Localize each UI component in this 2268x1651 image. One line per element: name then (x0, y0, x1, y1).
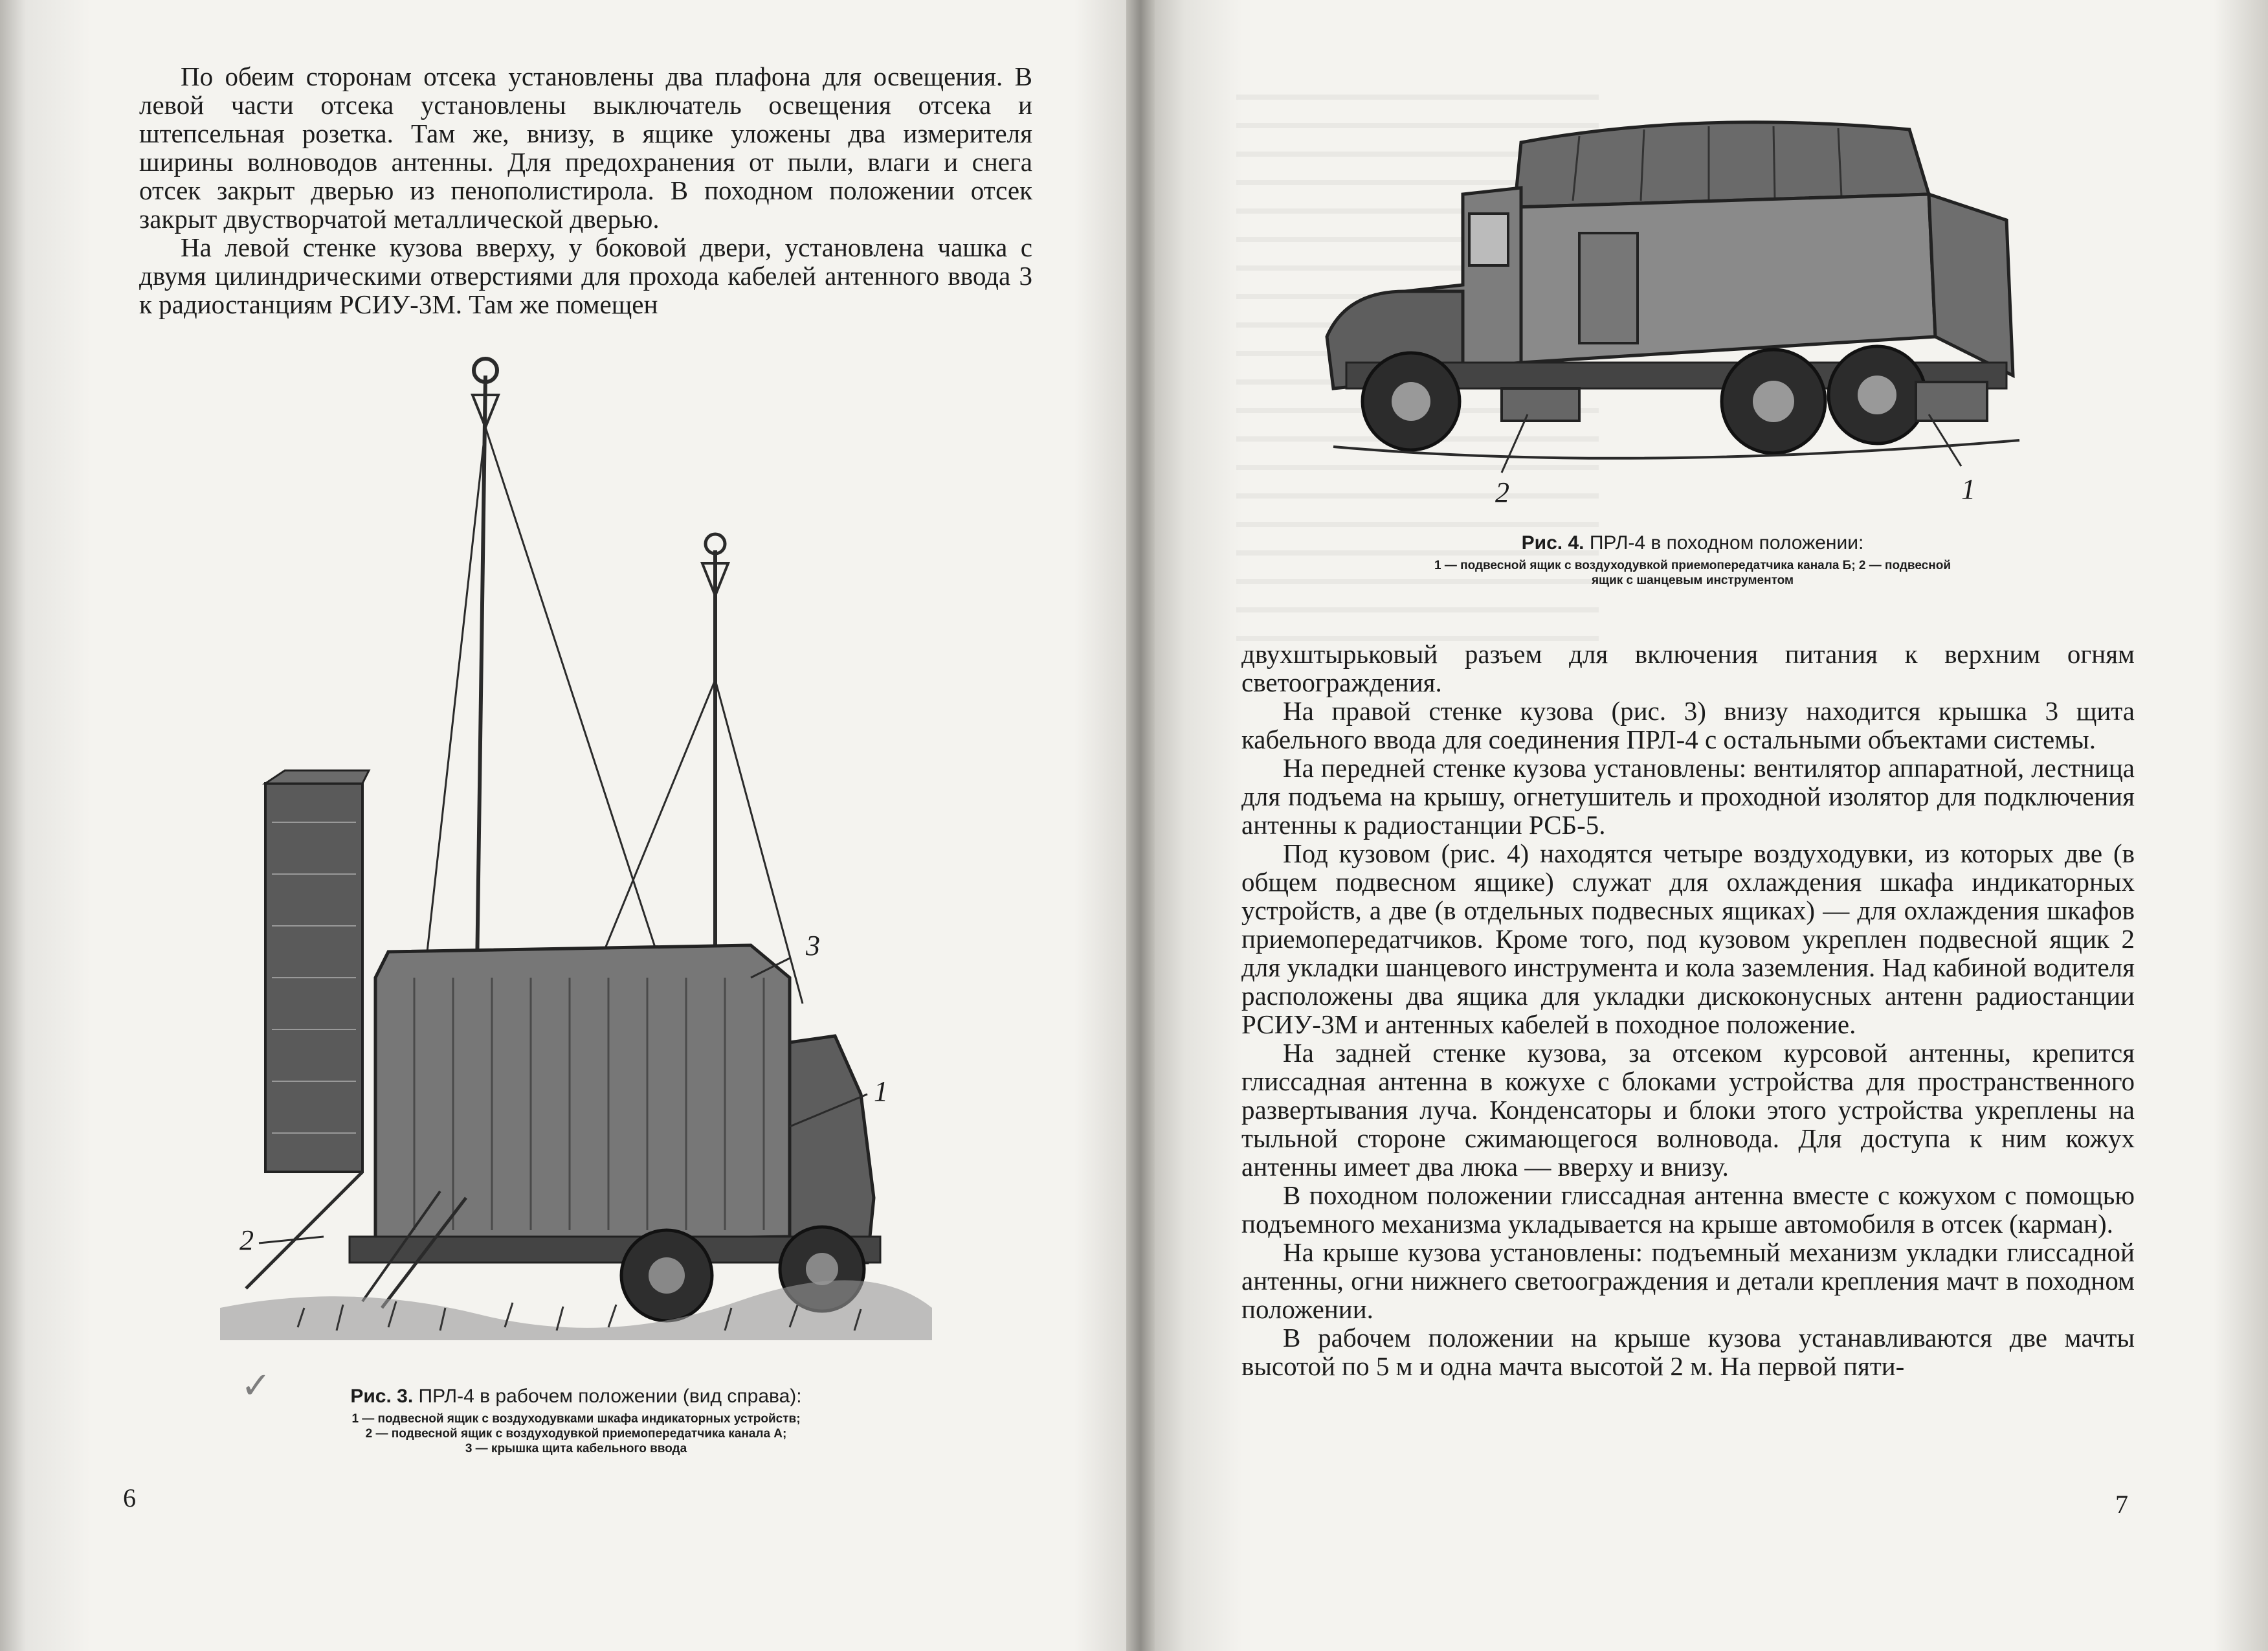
figure-4-label-2: 2 (1495, 477, 1509, 508)
page-number-left: 6 (123, 1483, 136, 1512)
paragraph: Под кузовом (рис. 4) находятся четыре воздуходувки, из которых две (в общем подвесном ящике) служат для охлаждения шкафа индикаторных устройств, а две (в отдельных подвесных ящиках) — для охлаждения шкафов приемопередатчиков. Кроме того, под кузовом укреплен подвесной ящик 2 для укладки шанцевого инструмента и кола заземления. Над кабиной водителя расположены два ящика для укладки дискоконусных антенн радиостанции РСИУ-3М и антенных кабелей в походное положение. (1241, 838, 2135, 1039)
caption-item: 2 — подвесной ящик с воздуходувкой приемопередатчика канала А; (365, 1427, 787, 1441)
caption-text: ПРЛ-4 в рабочем положении (вид справа): (418, 1386, 802, 1407)
paragraph: На правой стенке кузова (рис. 3) внизу находится крышка 3 щита кабельного ввода для соединения ПРЛ-4 с остальными объектами системы. (1241, 696, 2135, 754)
paragraph: На крыше кузова установлены: подъемный механизм укладки глиссадной антенны, огни нижнего светоограждения и детали крепления мачт в походном положении. (1241, 1237, 2135, 1324)
book-gutter (1126, 0, 1155, 1651)
figure-4-illustration (1307, 104, 2084, 518)
figure-3-caption (227, 1386, 926, 1456)
paragraph: По обеим сторонам отсека установлены два плафона для освещения. В левой части отсека установлены выключатель освещения отсека и штепсельная розетка. Там же, внизу, в ящике уложены два измерителя ширины волноводов антенны. Для предохранения от пыли, влаги и снега отсек закрыт дверью из пенополистирола. В походном положении отсек закрыт двустворчатой металлической дверью. (139, 62, 1032, 234)
caption-item: ящик с шанцевым инструментом (1591, 574, 1794, 587)
caption-figure-number: Рис. 4. (1521, 532, 1584, 554)
figure-3-label-3: 3 (806, 930, 820, 961)
paragraph: На левой стенке кузова вверху, у боковой двери, установлена чашка с двумя цилиндрическими отверстиями для прохода кабелей антенного ввода 3 к радиостанциям РСИУ-3М. Там же помещен (139, 232, 1032, 319)
figure-3-illustration (220, 356, 932, 1366)
caption-title (227, 1386, 926, 1408)
figure-4-caption (1301, 532, 2084, 588)
caption-figure-number: Рис. 3. (350, 1386, 414, 1407)
caption-item: 1 — подвесной ящик с воздуходувкой приемопередатчика канала Б; 2 — подвесной (1434, 559, 1951, 572)
figure-3-label-1: 1 (874, 1075, 888, 1107)
paragraph: На задней стенке кузова, за отсеком курсовой антенны, крепится глиссадная антенна в кожухе с блоками устройства для пространственного развертывания луча. Конденсаторы и блоки этого устройства укреплены на тыльной стороне сжимающегося волновода. Для доступа к ним кожух антенны имеет два люка — вверху и внизу. (1241, 1038, 2135, 1182)
right-text-block (1241, 640, 2135, 1380)
left-text-block (139, 62, 1032, 319)
figure-3-label-2: 2 (239, 1224, 254, 1256)
figure-4-label-1: 1 (1961, 473, 1975, 505)
paragraph: На передней стенке кузова установлены: вентилятор аппаратной, лестница для подъема на крышу, огнетушитель и проходной изолятор для подключения антенны к радиостанции РСБ-5. (1241, 753, 2135, 840)
caption-title (1301, 532, 2084, 554)
caption-text: ПРЛ-4 в походном положении: (1589, 532, 1864, 554)
check-mark-icon: ✓ (241, 1365, 271, 1407)
paragraph: двухштырьковый разъем для включения питания к верхним огням светоограждения. (1241, 639, 2135, 697)
caption-item: 1 — подвесной ящик с воздуходувками шкафа индикаторных устройств; (351, 1412, 801, 1426)
paragraph: В рабочем положении на крыше кузова устанавливаются две мачты высотой по 5 м и одна мачта высотой 2 м. На первой пяти- (1241, 1323, 2135, 1381)
caption-item: 3 — крышка щита кабельного ввода (465, 1442, 687, 1455)
paragraph: В походном положении глиссадная антенна вместе с кожухом с помощью подъемного механизма укладывается на крыше автомобиля в отсек (карман). (1241, 1180, 2135, 1239)
page-number-right: 7 (2115, 1490, 2128, 1519)
